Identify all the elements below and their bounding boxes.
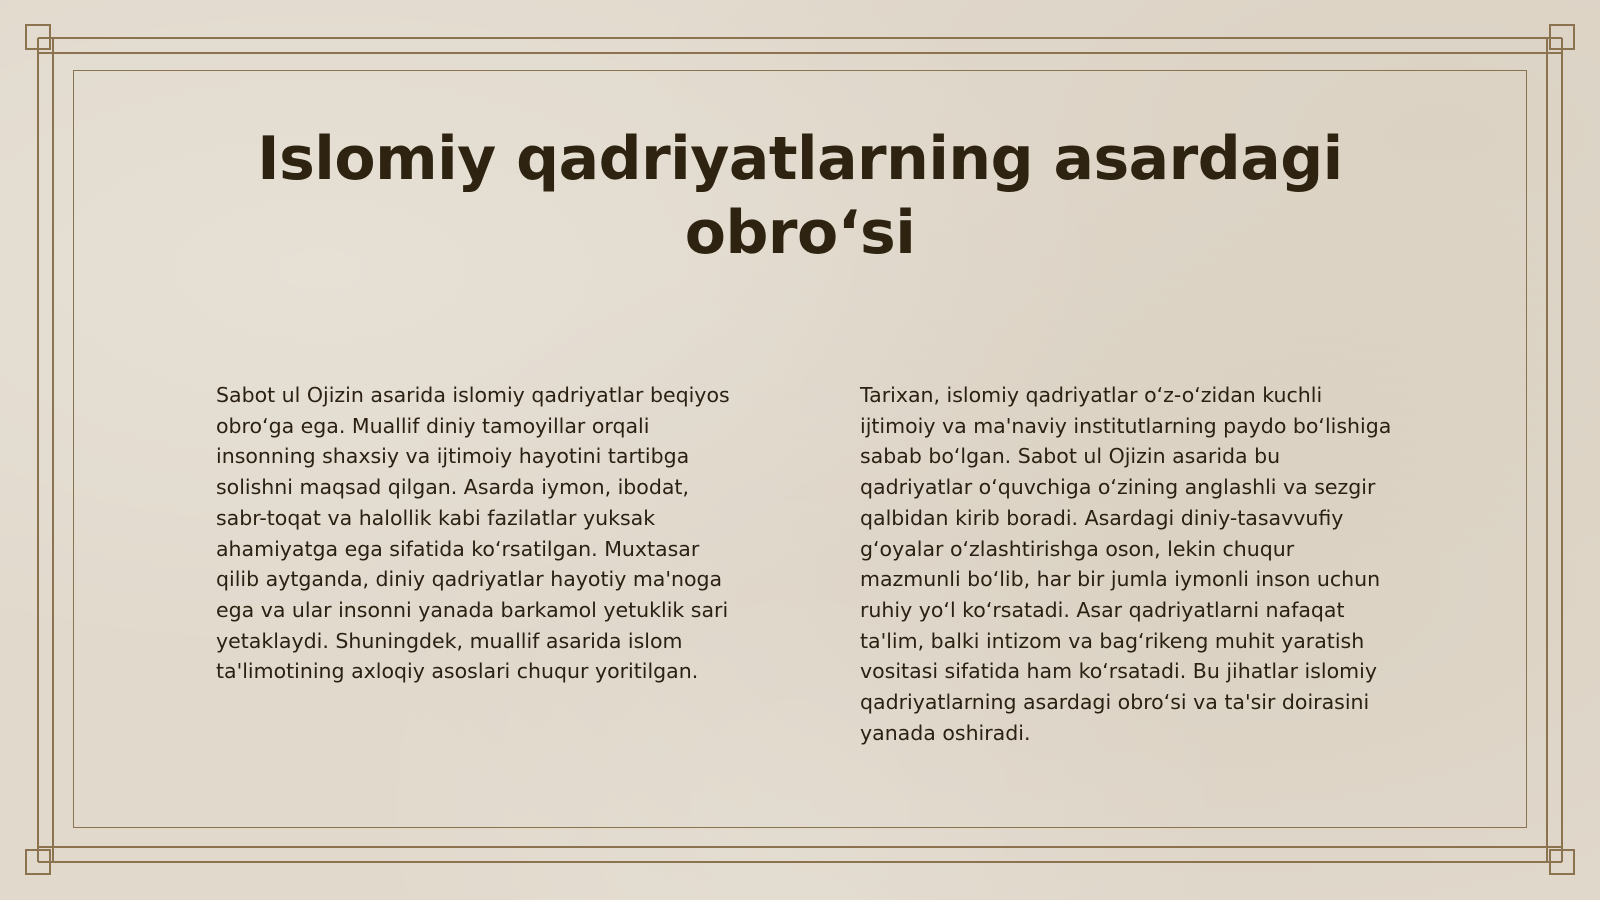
frame-line-right-inner [1546, 38, 1548, 862]
frame-corner-bottom-left [25, 849, 51, 875]
frame-line-bottom-inner [38, 846, 1562, 848]
frame-line-right-outer [1561, 38, 1563, 862]
frame-corner-top-left [25, 24, 51, 50]
left-paragraph: Sabot ul Ojizin asarida islomiy qadriyatlar beqiyos obro‘ga ega. Muallif diniy tamoyillar orqali insonning shaxsiy va ijtimoiy hayotini tartibga solishni maqsad qilgan. Asarda iymon, ibodat, sabr-toqat va halollik kabi fazilatlar yuksak ahamiyatga ega sifatida ko‘rsatilgan. Muxtasar qilib aytganda, diniy qadriyatlar hayotiy ma'noga ega va ular insonni yanada barkamol yetuklik sari yetaklaydi. Shuningdek, muallif asarida islom ta'limotining axloqiy asoslari chuqur yoritilgan. [216, 383, 730, 684]
frame-corner-top-right [1549, 24, 1575, 50]
frame-line-top-outer [38, 37, 1562, 39]
frame-line-left-inner [52, 38, 54, 862]
frame-line-left-outer [37, 38, 39, 862]
frame-line-bottom-outer [38, 861, 1562, 863]
slide-title: Islomiy qadriyatlarning asardagi obro‘si [257, 124, 1343, 268]
frame-corner-bottom-right [1549, 849, 1575, 875]
right-paragraph: Tarixan, islomiy qadriyatlar o‘z-o‘zidan kuchli ijtimoiy va ma'naviy institutlarning paydo bo‘lishiga sabab bo‘lgan. Sabot ul Ojizin asarida bu qadriyatlar o‘quvchiga o‘zining anglashli va sezgir qalbidan kirib boradi. Asardagi diniy-tasavvufiy g‘oyalar o‘zlashtirishga oson, lekin chuqur mazmunli bo‘lib, har bir jumla iymonli inson uchun ruhiy yo‘l ko‘rsatadi. Asar qadriyatlarni nafaqat ta'lim, balki intizom va bag‘rikeng muhit yaratish vositasi sifatida ham ko‘rsatadi. Bu jihatlar islomiy qadriyatlarning asardagi obro‘si va ta'sir doirasini yanada oshiradi. [860, 383, 1392, 745]
frame-line-top-inner [38, 52, 1562, 54]
